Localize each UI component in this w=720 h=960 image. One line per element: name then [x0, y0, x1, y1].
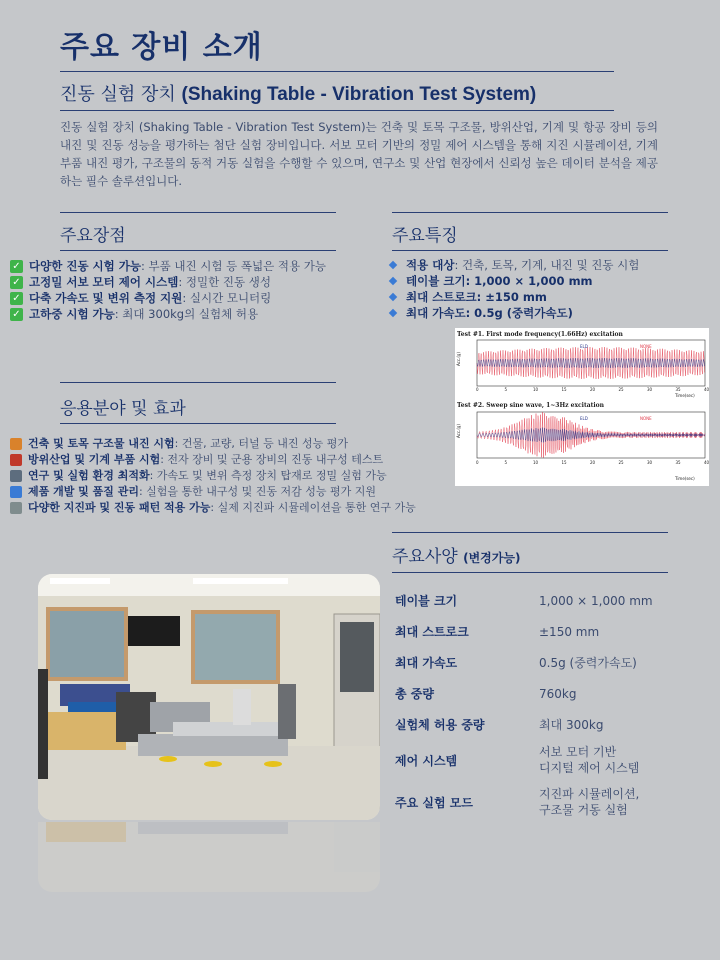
spec-row — [395, 716, 675, 733]
section-divider — [392, 250, 668, 251]
reflection-illustration — [38, 822, 380, 892]
item-value: : 0.5g (중력가속도) — [465, 306, 573, 320]
spec-key: 주요 실험 모드 — [395, 795, 473, 810]
lab-photo-reflection — [38, 822, 380, 892]
x-tick-label: 0 — [476, 460, 479, 465]
list-item — [388, 289, 639, 305]
x-tick-label: 30 — [647, 460, 653, 465]
spec-key: 총 중량 — [395, 687, 434, 701]
section-divider — [60, 212, 336, 213]
subtitle-divider — [60, 110, 614, 111]
item-key: 방위산업 및 기계 부품 시험 — [28, 453, 161, 466]
spec-row — [395, 744, 675, 776]
section-divider — [60, 382, 336, 383]
subtitle — [60, 80, 536, 106]
microscope-icon — [10, 470, 22, 482]
spec-value: 0.5g (중력가속도) — [539, 655, 637, 670]
x-tick-label: 0 — [476, 387, 479, 392]
item-value: : 건축, 토목, 기계, 내진 및 진동 시험 — [454, 258, 640, 272]
item-key: 적용 대상 — [406, 258, 455, 272]
item-key: 연구 및 실험 환경 최적화 — [28, 469, 150, 482]
list-item — [388, 305, 639, 321]
subtitle-en: (Shaking Table - Vibration Test System) — [181, 84, 537, 105]
section-divider — [392, 212, 668, 213]
spec-value: ±150 mm — [539, 624, 600, 639]
specs-title-note: (변경가능) — [463, 551, 521, 565]
list-item — [10, 258, 326, 274]
item-value: : 실험을 통한 내구성 및 진동 저감 성능 평가 지원 — [138, 485, 377, 498]
list-item — [10, 452, 416, 468]
spec-key: 최대 스트로크 — [395, 625, 469, 639]
test1-ylabel: Acc.(g) — [456, 352, 461, 366]
x-tick-label: 40 — [704, 387, 709, 392]
x-tick-label: 35 — [675, 387, 681, 392]
x-tick-label: 30 — [647, 387, 653, 392]
item-value: : 실시간 모니터링 — [182, 291, 272, 305]
spec-row — [395, 592, 675, 609]
applications-title: 응용분야 및 효과 — [60, 399, 186, 419]
item-key: 최대 가속도 — [406, 306, 466, 320]
title-divider — [60, 71, 614, 72]
legend-a: ELD — [580, 416, 588, 421]
check-icon: ✓ — [10, 276, 23, 289]
test2-wave — [477, 412, 705, 457]
item-value: : 실제 지진파 시뮬레이션을 통한 연구 가능 — [210, 501, 416, 514]
list-item — [10, 436, 416, 452]
features-title: 주요특징 — [392, 226, 458, 246]
item-key: 제품 개발 및 품질 관리 — [28, 485, 139, 498]
spec-key: 실험체 허용 중량 — [395, 718, 485, 732]
item-value: : 건물, 교량, 터널 등 내진 성능 평가 — [174, 437, 348, 450]
check-icon: ✓ — [10, 308, 23, 321]
x-tick-label: 5 — [504, 460, 508, 465]
list-item — [388, 273, 639, 289]
spec-row — [395, 654, 675, 671]
spec-row — [395, 623, 675, 640]
diamond-bullet-icon — [389, 261, 397, 269]
item-value: : 부품 내진 시험 등 폭넓은 적용 가능 — [141, 259, 326, 273]
legend-a: ELD — [580, 344, 588, 349]
item-key: 고하중 시험 가능 — [29, 307, 115, 321]
legend-b: NONE — [640, 416, 652, 421]
list-item — [10, 290, 326, 306]
item-value: : 1,000 × 1,000 mm — [465, 274, 593, 288]
x-tick-label: 5 — [504, 387, 508, 392]
item-key: 다양한 지진파 및 진동 패턴 적용 가능 — [28, 501, 211, 514]
legend-b: NONE — [640, 344, 652, 349]
list-item — [10, 274, 326, 290]
spec-value: 서보 모터 기반 디지털 제어 시스템 — [539, 745, 640, 775]
item-key: 건축 및 토목 구조물 내진 시험 — [28, 437, 175, 450]
item-key: 최대 스트로크 — [406, 290, 477, 304]
check-icon: ✓ — [10, 292, 23, 305]
item-key: 고정밀 서보 모터 제어 시스템 — [29, 275, 179, 289]
subtitle-ko: 진동 실험 장치 — [60, 84, 182, 105]
section-divider — [392, 572, 668, 573]
section-divider — [60, 423, 336, 424]
series-NONE-line — [477, 347, 705, 379]
x-tick-label: 25 — [618, 460, 624, 465]
test1-frame — [477, 340, 705, 386]
spec-value: 1,000 × 1,000 mm — [539, 593, 653, 608]
vibration-test-chart — [455, 328, 709, 486]
list-item — [10, 468, 416, 484]
diamond-bullet-icon — [389, 309, 397, 317]
x-tick-label: 10 — [533, 460, 539, 465]
spec-value: 지진파 시뮬레이션, 구조물 거동 실험 — [539, 787, 640, 817]
test2-ylabel: Acc.(g) — [456, 424, 461, 438]
intro-paragraph: 진동 실험 장치 (Shaking Table - Vibration Test System)는 건축 및 토목 구조물, 방위산업, 기계 및 항공 장비 등의 내진 및 진동 성능을 평가하는 첨단 실험 장비입니다. 서보 모터 기반의 정밀 제어 시스템을 통해 지진 시뮬레이션, 기계 부품 내진 평가, 구조물의 동적 거동 실험을 수행할 수 있으며, 연구소 및 산업 현장에서 신뢰성 높은 데이터 분석을 제공하는 필수 솔루션입니다. — [60, 120, 658, 188]
item-key: 테이블 크기 — [406, 274, 466, 288]
x-tick-label: 20 — [590, 387, 596, 392]
check-icon: ✓ — [10, 260, 23, 273]
crane-icon — [10, 438, 22, 450]
test1-xticks — [476, 387, 709, 392]
test2-xticks — [476, 460, 709, 465]
list-item — [10, 306, 326, 322]
diamond-bullet-icon — [389, 293, 397, 301]
test2-title: Test #2. Sweep sine wave, 1~3Hz excitation — [457, 402, 605, 409]
item-key: 다양한 진동 시험 가능 — [29, 259, 141, 273]
gear-icon — [10, 502, 22, 514]
item-value: : 전자 장비 및 군용 장비의 진동 내구성 테스트 — [160, 453, 384, 466]
advantages-title: 주요장점 — [60, 226, 126, 246]
x-tick-label: 15 — [561, 387, 567, 392]
test2-xlabel: Time(sec) — [675, 476, 695, 481]
lab-photo — [38, 574, 380, 820]
x-tick-label: 20 — [590, 460, 596, 465]
spec-key: 테이블 크기 — [395, 594, 458, 608]
test-chart-svg — [455, 328, 709, 486]
x-tick-label: 40 — [704, 460, 709, 465]
item-value: : 정밀한 진동 생성 — [178, 275, 271, 289]
section-divider — [392, 532, 668, 533]
diamond-bullet-icon — [389, 277, 397, 285]
page-title: 주요 장비 소개 — [60, 30, 263, 65]
x-tick-label: 15 — [561, 460, 567, 465]
lab-photo-illustration — [38, 574, 380, 820]
spec-value: 760kg — [539, 686, 577, 701]
item-value: : 가속도 및 변위 측정 장치 탑재로 정밀 실험 가능 — [149, 469, 387, 482]
specs-title — [392, 542, 520, 567]
test1-xlabel: Time(sec) — [675, 393, 695, 398]
list-item — [10, 484, 416, 500]
advantages-list — [10, 258, 326, 322]
test1-title: Test #1. First mode frequency(1.66Hz) excitation — [457, 331, 623, 338]
x-tick-label: 10 — [533, 387, 539, 392]
rocket-icon — [10, 454, 22, 466]
spec-value: 최대 300kg — [539, 717, 604, 732]
applications-list — [10, 436, 416, 516]
list-item — [10, 500, 416, 516]
test1-wave — [477, 347, 705, 379]
spec-row — [395, 685, 675, 702]
series-ELD-line — [477, 358, 705, 368]
x-tick-label: 25 — [618, 387, 624, 392]
x-tick-label: 35 — [675, 460, 681, 465]
spec-row — [395, 786, 675, 818]
features-list — [388, 257, 639, 321]
section-divider — [60, 250, 336, 251]
spec-key: 제어 시스템 — [395, 753, 458, 768]
item-value: : ±150 mm — [476, 290, 547, 304]
list-item — [388, 257, 639, 273]
item-value: : 최대 300kg의 실험체 허용 — [114, 307, 259, 321]
item-key: 다축 가속도 및 변위 측정 지원 — [29, 291, 183, 305]
specs-title-text: 주요사양 — [392, 547, 458, 567]
spec-key: 최대 가속도 — [395, 656, 458, 670]
chart-icon — [10, 486, 22, 498]
